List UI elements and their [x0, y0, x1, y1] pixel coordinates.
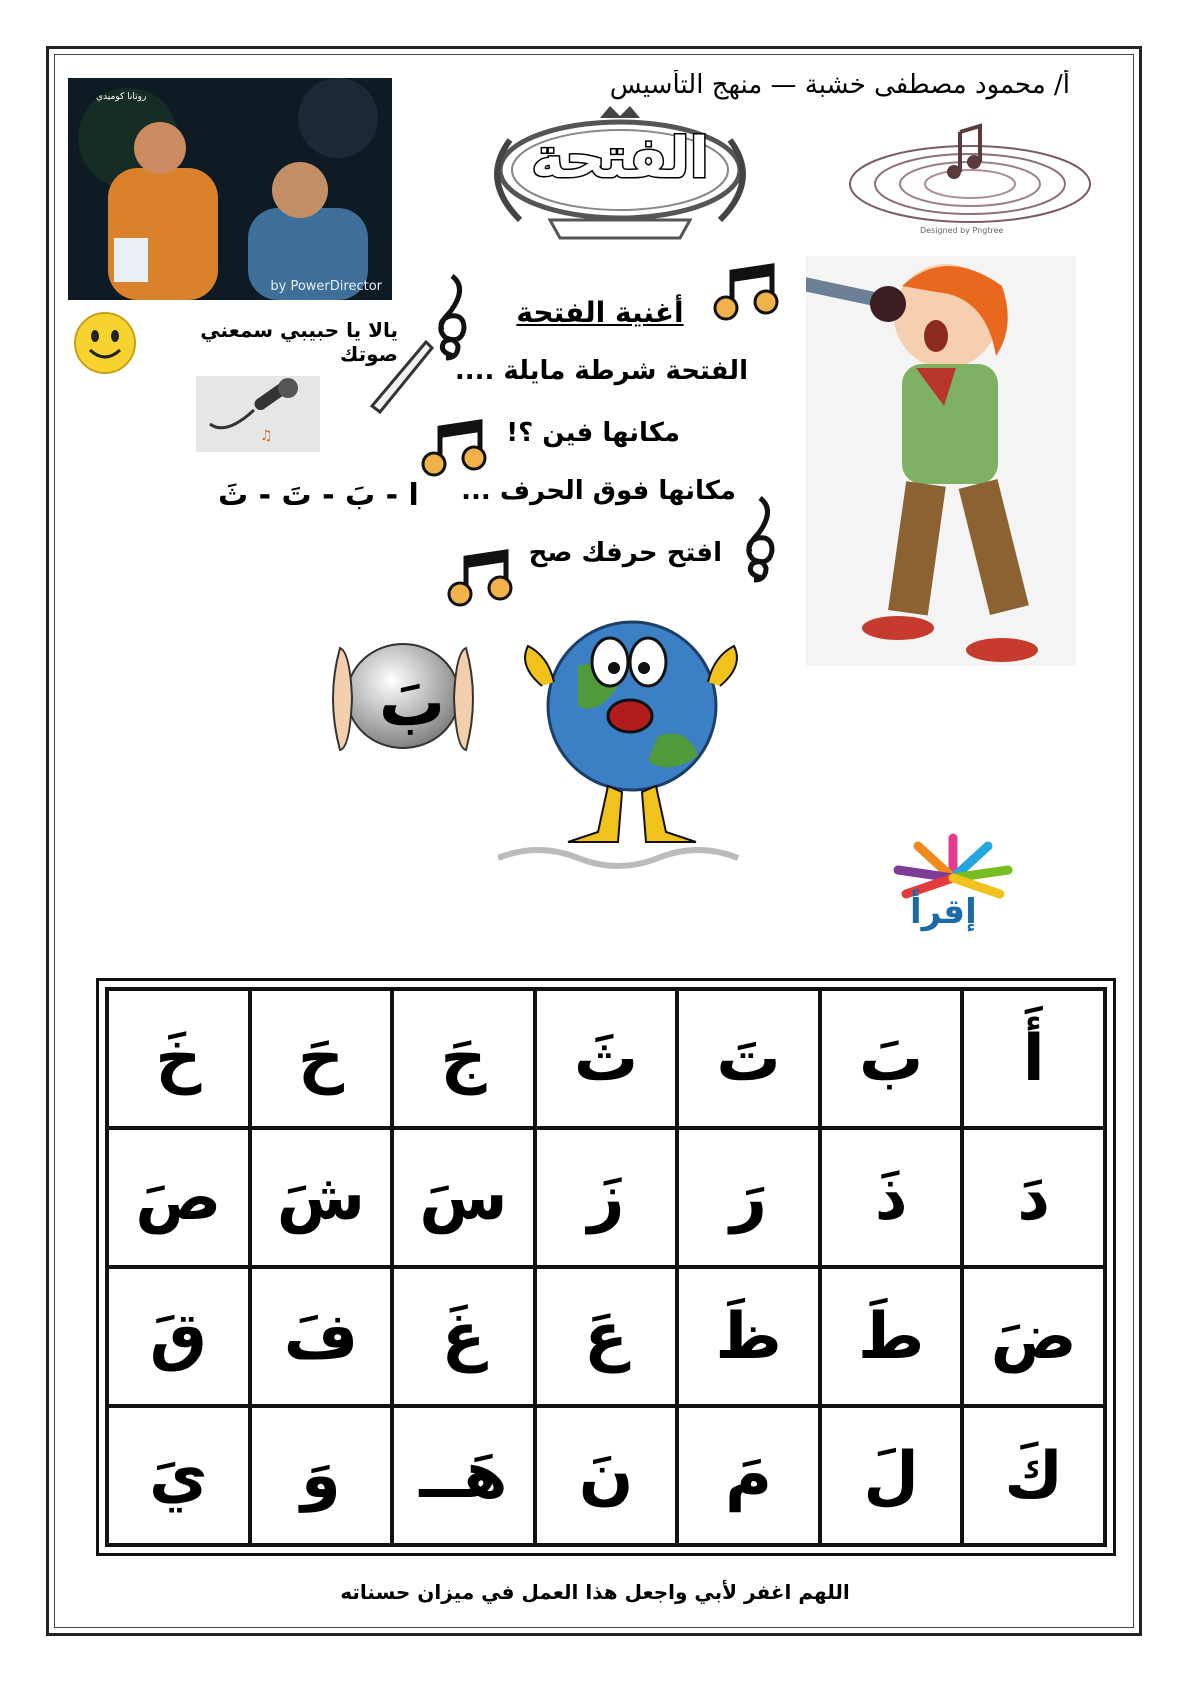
letter-cell: يَ [107, 1406, 250, 1545]
letter-cell: لَ [820, 1406, 963, 1545]
letter-cell: ظَ [677, 1267, 820, 1406]
song-letter-examples: ا - بَ - تَ - ثَ [218, 478, 419, 513]
letter-cell: هَــ [392, 1406, 535, 1545]
music-record-icon [840, 112, 1100, 242]
song-line-3: مكانها فوق الحرف ... [461, 476, 736, 506]
smiley-caption: يالا يا حبيبي سمعني صوتك [200, 318, 398, 366]
iqra-logo-text: إقرأ [910, 892, 977, 932]
song-title: أغنية الفتحة [516, 296, 684, 329]
footer-prayer: اللهم اغفر لأبي واجعل هذا العمل في ميزان حسناته [340, 1580, 850, 1604]
letter-cell: مَ [677, 1406, 820, 1545]
letter-cell: تَ [677, 989, 820, 1128]
letter-cell: زَ [535, 1128, 678, 1267]
treble-clef-icon-2 [736, 494, 784, 584]
video-channel-label: روتانا كوميدي [96, 92, 147, 102]
song-line-2: مكانها فين ؟! [506, 418, 680, 448]
record-credit: Designed by Pngtree [920, 226, 1004, 235]
singing-boy-image [806, 256, 1076, 666]
letter-cell: وَ [250, 1406, 393, 1545]
song-line-4: افتح حرفك صح [528, 538, 722, 568]
letter-cell: خَ [107, 989, 250, 1128]
video-scene-image [68, 78, 392, 300]
letter-cell: فَ [250, 1267, 393, 1406]
letter-cell: كَ [962, 1406, 1105, 1545]
letter-cell: عَ [535, 1267, 678, 1406]
svg-text:♫: ♫ [260, 428, 273, 444]
letter-cell: حَ [250, 989, 393, 1128]
letter-cell: غَ [392, 1267, 535, 1406]
demo-letter: بَ [378, 664, 446, 741]
microphone-icon [196, 376, 320, 452]
letter-cell: طَ [820, 1267, 963, 1406]
letter-cell: قَ [107, 1267, 250, 1406]
globe-character-image [498, 596, 764, 876]
alphabet-grid [96, 978, 1116, 1556]
letter-cell: نَ [535, 1406, 678, 1545]
video-watermark: by PowerDirector [270, 279, 382, 294]
letter-cell: بَ [820, 989, 963, 1128]
smiley-icon [72, 310, 138, 376]
letter-cell: شَ [250, 1128, 393, 1267]
alphabet-grid-cells [105, 987, 1107, 1547]
letter-cell: جَ [392, 989, 535, 1128]
letter-cell: رَ [677, 1128, 820, 1267]
header-author-line: أ/ محمود مصطفى خشبة — منهج التأسيس [609, 70, 1070, 100]
letter-cell: ثَ [535, 989, 678, 1128]
letter-cell: سَ [392, 1128, 535, 1267]
letter-cell: ذَ [820, 1128, 963, 1267]
video-thumbnail[interactable] [68, 78, 392, 300]
music-notes-icon [712, 262, 784, 322]
letter-cell: صَ [107, 1128, 250, 1267]
music-notes-icon-2 [420, 418, 492, 478]
song-line-1: الفتحة شرطة مايلة .... [454, 356, 748, 386]
lesson-title: الفتحة [531, 126, 709, 191]
letter-cell: دَ [962, 1128, 1105, 1267]
letter-cell: أَ [962, 989, 1105, 1128]
letter-cell: ضَ [962, 1267, 1105, 1406]
